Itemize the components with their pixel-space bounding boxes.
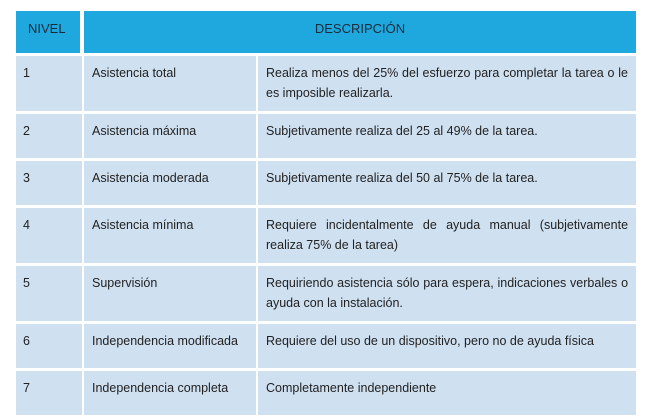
nivel-cell: 1	[16, 56, 82, 111]
header-descripcion: DESCRIPCIÓN	[84, 11, 636, 53]
nivel-cell: 6	[16, 324, 82, 368]
nivel-cell: 4	[16, 208, 82, 263]
nivel-cell: 5	[16, 266, 82, 321]
assistance-levels-table	[14, 8, 638, 418]
asistencia-cell: Asistencia mínima	[84, 208, 256, 263]
descripcion-cell: Requiere del uso de un dispositivo, pero no de ayuda física	[258, 324, 636, 368]
table-row	[16, 208, 636, 263]
table-row	[16, 161, 636, 205]
descripcion-cell: Subjetivamente realiza del 25 al 49% de la tarea.	[258, 114, 636, 158]
header-nivel: NIVEL	[16, 11, 82, 53]
asistencia-cell: Asistencia total	[84, 56, 256, 111]
descripcion-cell: Requiere incidentalmente de ayuda manual (subjetivamente realiza 75% de la tarea)	[258, 208, 636, 263]
descripcion-cell: Completamente independiente	[258, 371, 636, 415]
nivel-cell: 3	[16, 161, 82, 205]
table-row	[16, 371, 636, 415]
nivel-cell: 2	[16, 114, 82, 158]
table-row	[16, 114, 636, 158]
table-row	[16, 56, 636, 111]
asistencia-cell: Asistencia máxima	[84, 114, 256, 158]
table-header-row	[16, 11, 636, 53]
descripcion-cell: Subjetivamente realiza del 50 al 75% de la tarea.	[258, 161, 636, 205]
assistance-levels-table-container	[14, 8, 634, 418]
descripcion-cell: Requiriendo asistencia sólo para espera, indicaciones verbales o ayuda con la instalación.	[258, 266, 636, 321]
table-row	[16, 324, 636, 368]
descripcion-cell: Realiza menos del 25% del esfuerzo para completar la tarea o le es imposible realizarla.	[258, 56, 636, 111]
nivel-cell: 7	[16, 371, 82, 415]
asistencia-cell: Independencia modificada	[84, 324, 256, 368]
asistencia-cell: Asistencia moderada	[84, 161, 256, 205]
asistencia-cell: Supervisión	[84, 266, 256, 321]
table-row	[16, 266, 636, 321]
asistencia-cell: Independencia completa	[84, 371, 256, 415]
